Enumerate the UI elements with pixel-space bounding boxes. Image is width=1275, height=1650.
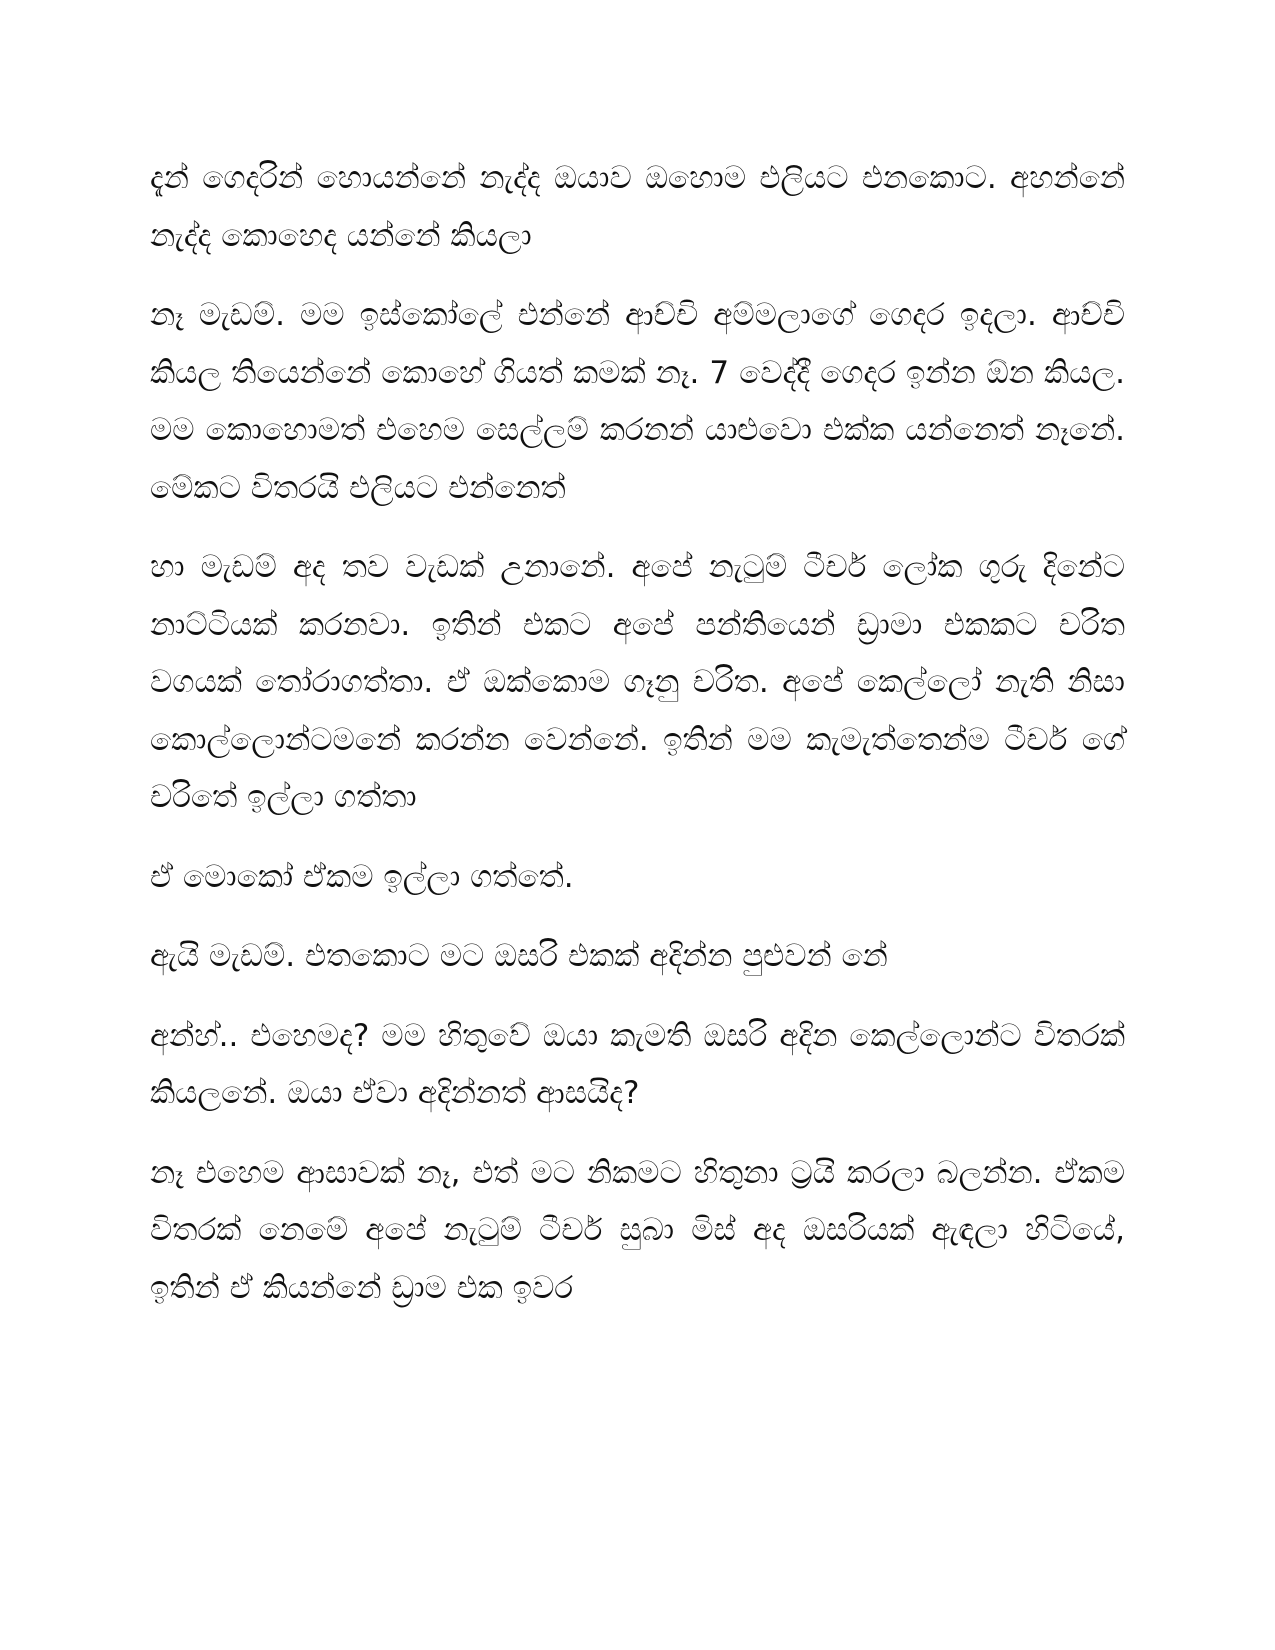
paragraph: ඇයි මැඩම්. එතකොට මට ඔසරි එකක් අදින්න පුළුවන් නේ — [150, 938, 888, 974]
paragraph: ඒ මොකෝ ඒකම ඉල්ලා ගත්තේ. — [150, 858, 574, 895]
paragraph: දැන් ගෙදරින් හොයන්නේ නැද්ද ඔයාව ඔහොම එලියට එනකොට. අහන්නේ නැද්ද කොහෙද යන්නේ කියලා — [150, 160, 1125, 254]
paragraph: නෑ මැඩම්. මම ඉස්කෝලේ එන්නේ ආච්චි අම්මලාගේ ගෙදර ඉදලා. ආච්චි කියල තියෙන්නේ කොහේ ගියත් කමක් නෑ. 7 වෙද්දී ගෙදර ඉන්න ඕන කියල. මම කොහොමත් එහෙම සෙල්ලම් කරනන් යාළුවො එක්ක යන්නෙත් නෑනේ. මේකට විතරයි එලියට එන්නෙත් — [150, 297, 1125, 506]
paragraph: හා මැඩම් අද තව වැඩක් උනානේ. අපේ නැටුම් ටීචර් ලෝක ගුරු දිනේට නාට්ටියක් කරනවා. ඉතින් එකට අපේ පන්තියෙන් ඩ්‍රාමා එකකට චරිත වගයක් තෝරාගත්තා. ඒ ඔක්කොම ගෑනු චරිත. අපේ කෙල්ලෝ නැති නිසා කොල්ලොන්ටමනේ කරන්න වෙන්නේ. ඉතින් මම කැමැත්තෙන්ම ටීචර් ගේ චරිතේ ඉල්ලා ගත්තා — [150, 549, 1125, 815]
document-body — [150, 150, 1125, 1317]
paragraph: අන්හ්.. එහෙමද? මම හිතුවේ ඔයා කැමති ඔසරි අදින කෙල්ලොන්ට විතරක් කියලනේ. ඔයා ඒවා අදින්නත් ආසයිද? — [150, 1017, 1125, 1111]
paragraph: නෑ එහෙම ආසාවක් නෑ, එත් මට නිකමට හිතුනා ට්‍රයි කරලා බලන්න. ඒකම විතරක් නෙමේ අපේ නැටුම් ටීචර් සුබා මිස් අද ඔසරියක් ඇඳලා හිටියේ, ඉතින් ඒ කියන්නේ ඩ්‍රාම එක ඉවර — [150, 1154, 1125, 1306]
